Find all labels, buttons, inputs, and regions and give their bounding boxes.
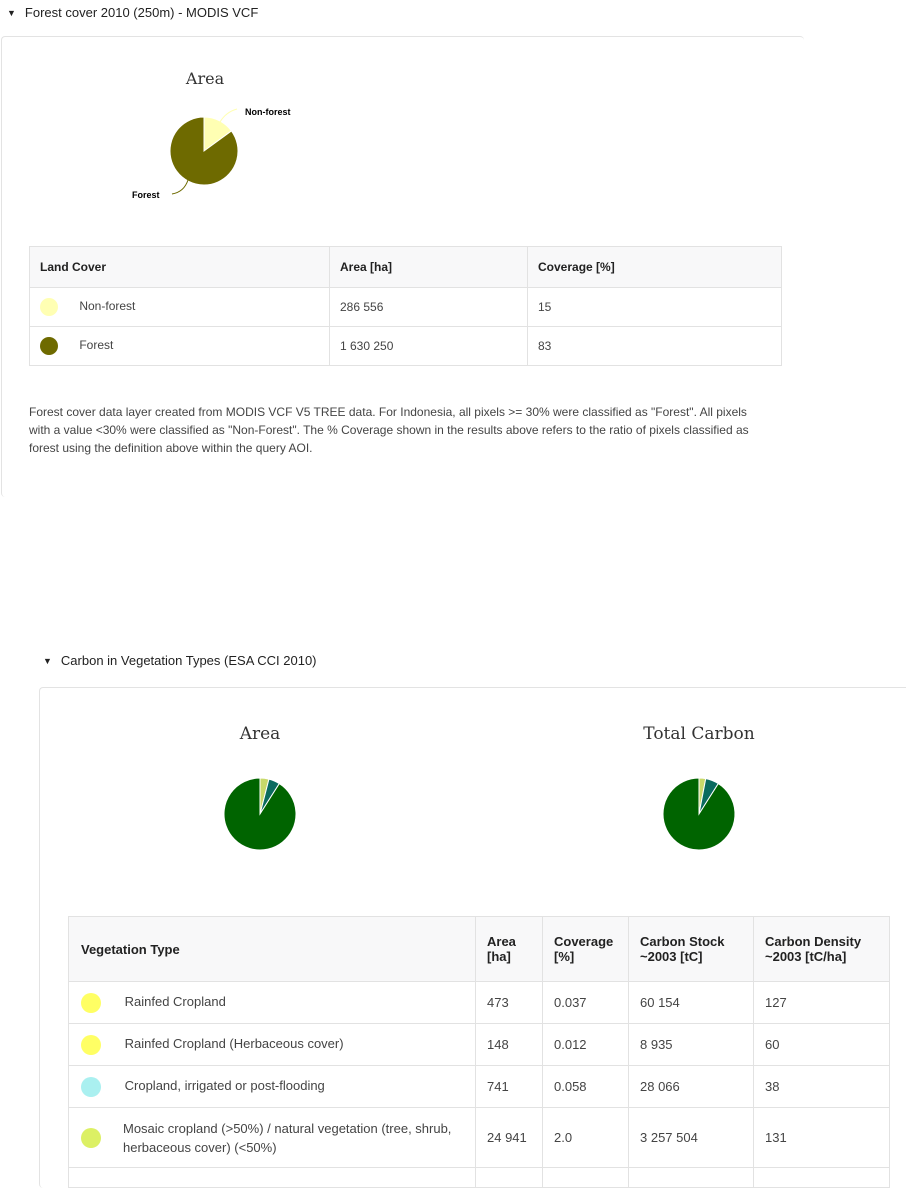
table-row [69, 1168, 890, 1188]
col-header-area: Area [ha] [476, 917, 543, 982]
col-header-land-cover: Land Cover [30, 247, 330, 288]
row-carbon-density: 127 [754, 982, 890, 1024]
pie-label-non-forest: Non-forest [245, 107, 291, 117]
row-carbon-density: 131 [754, 1108, 890, 1168]
row-carbon-density: 60 [754, 1024, 890, 1066]
section-title: Carbon in Vegetation Types (ESA CCI 2010) [60, 653, 317, 668]
forest-cover-description: Forest cover data layer created from MODIS VCF V5 TREE data. For Indonesia, all pixels >= 30% were classified as "Forest". All pixels with a value <30% were classified as "Non-Forest". The % Coverage shown in the results above refers to the ratio of pixels classified as forest using the definition above within the query AOI. [29, 405, 749, 455]
row-carbon-stock: 8 935 [629, 1024, 754, 1066]
pie-label-forest: Forest [132, 190, 160, 200]
chart-title-area: Area [185, 69, 225, 88]
vegetation-area-pie-slice-forest [224, 778, 296, 850]
row-coverage: 0.037 [543, 982, 629, 1024]
row-carbon-stock: 60 154 [629, 982, 754, 1024]
row-area: 473 [476, 982, 543, 1024]
row-label: Mosaic cropland (>50%) / natural vegetation (tree, shrub, herbaceous cover) (<50%) [123, 1120, 452, 1155]
col-header-area: Area [ha] [330, 247, 528, 288]
row-area: 148 [476, 1024, 543, 1066]
chart-title-total-carbon: Total Carbon [643, 724, 755, 744]
row-label: Non-forest [79, 299, 136, 314]
row-area: 1 630 250 [330, 327, 528, 366]
table-row [69, 982, 890, 1024]
caret-down-icon: ▼ [43, 655, 52, 666]
table-row [69, 1024, 890, 1066]
row-coverage: 0.058 [543, 1066, 629, 1108]
table-row [69, 1066, 890, 1108]
legend-swatch-rainfed-cropland [81, 993, 101, 1013]
row-label: Rainfed Cropland [124, 993, 226, 1009]
row-carbon-stock: 3 257 504 [629, 1108, 754, 1168]
chart-title-area: Area [239, 724, 281, 744]
col-header-coverage: Coverage [%] [543, 917, 629, 982]
table-row [69, 1108, 890, 1168]
row-coverage: 2.0 [543, 1108, 629, 1168]
row-coverage: 83 [528, 327, 782, 366]
section-title: Forest cover 2010 (250m) - MODIS VCF [24, 5, 259, 20]
row-carbon-density: 38 [754, 1066, 890, 1108]
row-area: 286 556 [330, 288, 528, 327]
row-label: Cropland, irrigated or post-flooding [124, 1077, 325, 1093]
row-carbon-stock: 28 066 [629, 1066, 754, 1108]
total-carbon-pie-slice-forest [663, 778, 735, 850]
legend-swatch-rainfed-cropland-herbaceous [81, 1035, 101, 1055]
legend-swatch-mosaic-cropland [81, 1128, 101, 1148]
col-header-carbon-density: Carbon Density ~2003 [tC/ha] [754, 917, 890, 982]
row-label: Forest [79, 338, 114, 353]
col-header-coverage: Coverage [%] [528, 247, 782, 288]
caret-down-icon: ▼ [7, 7, 16, 18]
row-area: 24 941 [476, 1108, 543, 1168]
row-area: 741 [476, 1066, 543, 1108]
legend-swatch-cropland-irrigated [81, 1077, 101, 1097]
row-coverage: 15 [528, 288, 782, 327]
col-header-carbon-stock: Carbon Stock ~2003 [tC] [629, 917, 754, 982]
row-label: Rainfed Cropland (Herbaceous cover) [124, 1035, 344, 1051]
col-header-vegetation-type: Vegetation Type [69, 917, 476, 982]
row-coverage: 0.012 [543, 1024, 629, 1066]
vegetation-table [68, 916, 890, 1188]
